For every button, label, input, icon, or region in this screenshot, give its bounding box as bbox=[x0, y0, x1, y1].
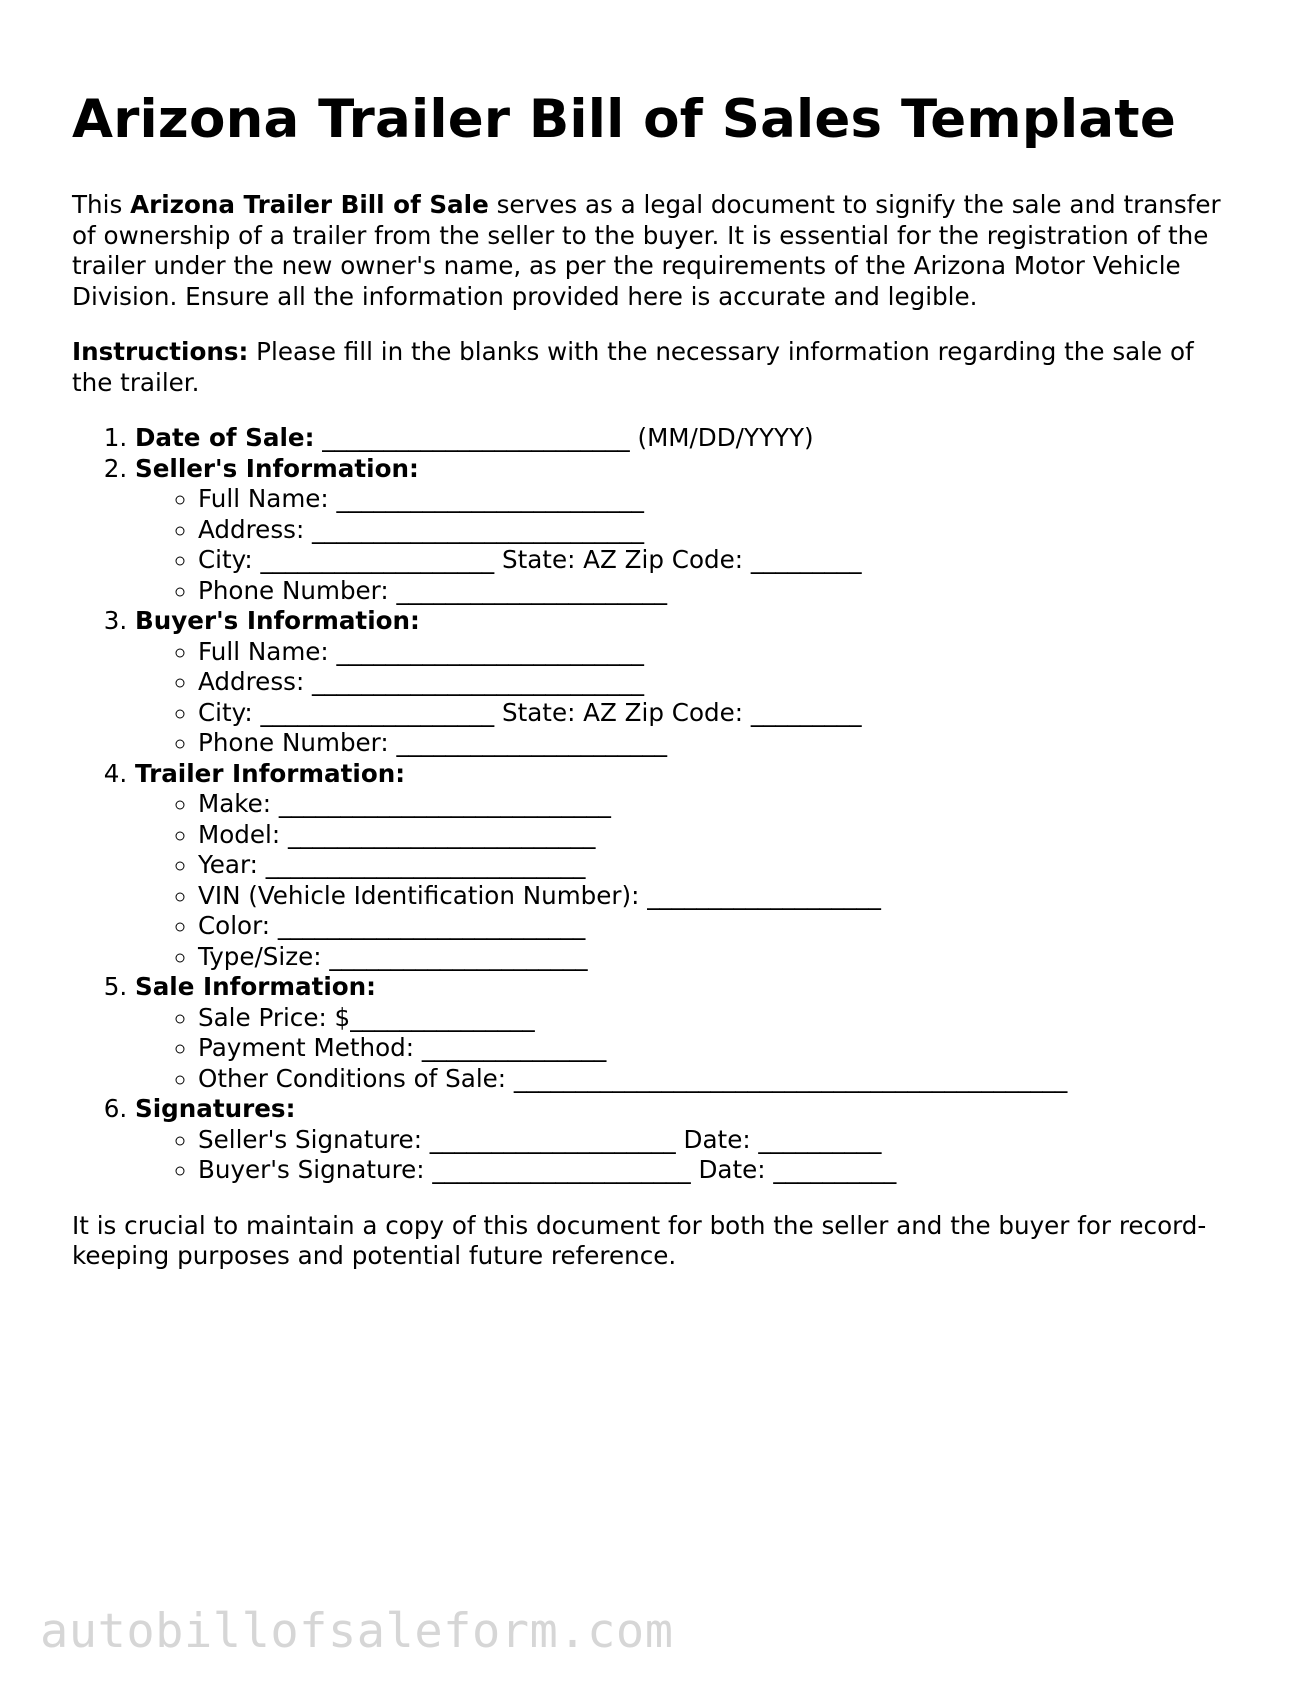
seller-fields-list bbox=[135, 484, 1232, 606]
payment-method-field: ◦ Payment Method: _______________ bbox=[198, 1033, 1232, 1064]
trailer-vin-field: ◦ VIN (Vehicle Identification Number): ___________________ bbox=[198, 881, 1232, 912]
form-sections-list bbox=[72, 423, 1232, 1186]
buyer-fields-list bbox=[135, 637, 1232, 759]
seller-address-field: ◦ Address: ___________________________ bbox=[198, 515, 1232, 546]
sale-fields-list bbox=[135, 1003, 1232, 1095]
buyer-city-state-zip-field: ◦ City: ___________________ State: AZ Zip Code: _________ bbox=[198, 698, 1232, 729]
section-label: Buyer's Information: bbox=[135, 606, 420, 635]
document-page bbox=[72, 86, 1232, 1272]
buyer-address-field: ◦ Address: ___________________________ bbox=[198, 667, 1232, 698]
date-of-sale-field: _________________________ (MM/DD/YYYY) bbox=[314, 423, 814, 452]
trailer-make-field: ◦ Make: ___________________________ bbox=[198, 789, 1232, 820]
sale-price-field: ◦ Sale Price: $_______________ bbox=[198, 1003, 1232, 1034]
section-label: Seller's Information: bbox=[135, 453, 419, 483]
section-date-of-sale bbox=[135, 423, 1232, 454]
intro-paragraph bbox=[72, 190, 1232, 312]
section-seller-information bbox=[135, 454, 1232, 607]
section-label: Date of Sale: bbox=[135, 423, 315, 452]
seller-full-name-field: ◦ Full Name: _________________________ bbox=[198, 484, 1232, 515]
buyer-phone-field: ◦ Phone Number: ______________________ bbox=[198, 728, 1232, 759]
watermark-text: autobillofsaleform.com bbox=[40, 1604, 674, 1659]
trailer-fields-list bbox=[135, 789, 1232, 972]
other-conditions-field: ◦ Other Conditions of Sale: _____________________________________________ bbox=[198, 1064, 1232, 1095]
section-trailer-information bbox=[135, 759, 1232, 973]
trailer-year-field: ◦ Year: __________________________ bbox=[198, 850, 1232, 881]
trailer-color-field: ◦ Color: _________________________ bbox=[198, 911, 1232, 942]
section-label: Signatures: bbox=[135, 1094, 296, 1123]
intro-suffix: serves as a legal document to signify the sale and transfer of ownership of a trailer from the seller to the buyer. It is essential for the registration of the trailer under the new owner's name, as per the requirements of the Arizona Motor Vehicle Division. Ensure all the information provided here is accurate and legible. bbox=[72, 190, 1221, 311]
document-title: Arizona Trailer Bill of Sales Template bbox=[72, 89, 1176, 150]
intro-bold-term: Arizona Trailer Bill of Sale bbox=[130, 190, 489, 219]
section-signatures bbox=[135, 1094, 1232, 1186]
section-buyer-information bbox=[135, 606, 1232, 759]
trailer-type-size-field: ◦ Type/Size: _____________________ bbox=[198, 942, 1232, 973]
signature-fields-list bbox=[135, 1125, 1232, 1186]
seller-city-state-zip-field: ◦ City: ___________________ State: AZ Zip Code: _________ bbox=[198, 545, 1232, 576]
section-label: Trailer Information: bbox=[135, 758, 406, 788]
section-label: Sale Information: bbox=[135, 972, 377, 1001]
section-sale-information bbox=[135, 972, 1232, 1094]
closing-paragraph: It is crucial to maintain a copy of this document for both the seller and the buyer for record-keeping purposes and potential future reference. bbox=[72, 1210, 1207, 1270]
intro-prefix: This bbox=[72, 190, 131, 219]
buyer-full-name-field: ◦ Full Name: _________________________ bbox=[198, 637, 1232, 668]
instructions-paragraph bbox=[72, 337, 1232, 398]
seller-phone-field: ◦ Phone Number: ______________________ bbox=[198, 576, 1232, 607]
instructions-label: Instructions: bbox=[72, 337, 249, 366]
trailer-model-field: ◦ Model: _________________________ bbox=[198, 820, 1232, 851]
buyer-signature-field: ◦ Buyer's Signature: _____________________ Date: __________ bbox=[198, 1155, 1232, 1186]
instructions-text: Please fill in the blanks with the necessary information regarding the sale of the trailer. bbox=[72, 337, 1194, 397]
seller-signature-field: ◦ Seller's Signature: ____________________ Date: __________ bbox=[198, 1125, 1232, 1156]
